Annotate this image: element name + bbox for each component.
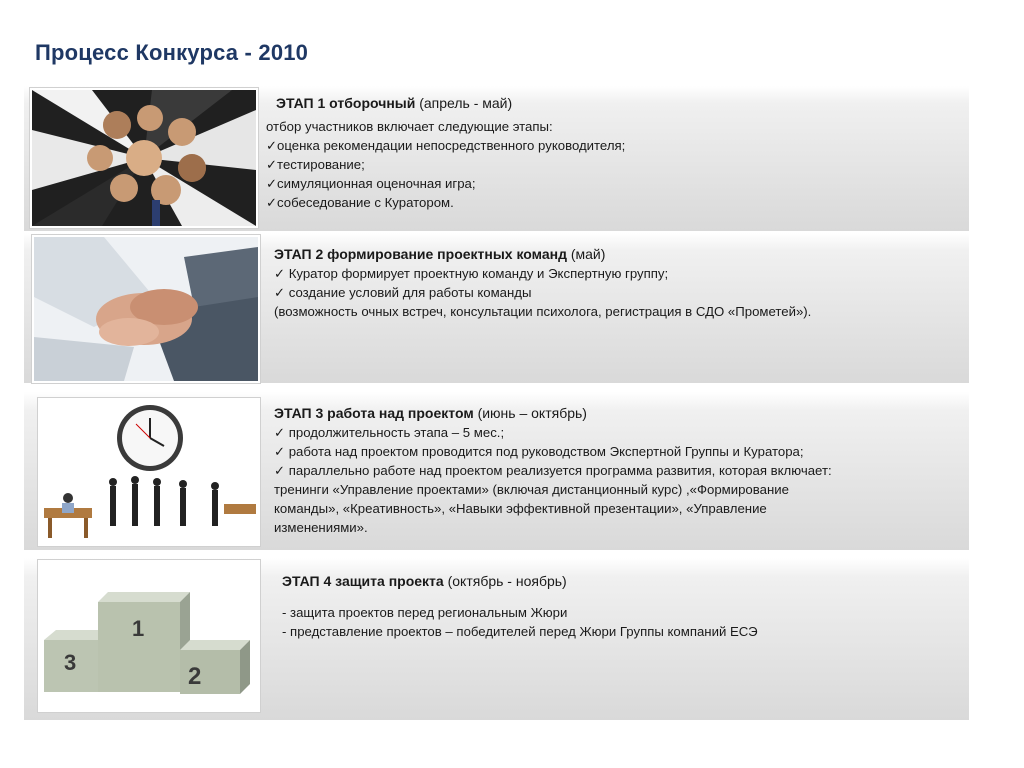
stage-4-period: (октябрь - ноябрь) bbox=[447, 573, 567, 589]
stage-4-panel bbox=[24, 558, 969, 720]
stage-4-heading bbox=[282, 572, 957, 591]
stage-1-line: ✓симуляционная оценочная игра; bbox=[266, 176, 476, 191]
handshake-photo bbox=[32, 235, 260, 383]
stage-3-panel bbox=[24, 392, 969, 550]
stage-4-title: ЭТАП 4 защита проекта bbox=[282, 573, 444, 589]
stage-2-period: (май) bbox=[570, 246, 606, 262]
stage-1-panel bbox=[24, 86, 969, 231]
handshake-illustration bbox=[34, 237, 258, 381]
stage-4-line: - защита проектов перед региональным Жюри bbox=[282, 605, 568, 620]
stage-2-title: ЭТАП 2 формирование проектных команд bbox=[274, 246, 567, 262]
stage-2-line: ✓ создание условий для работы команды bbox=[274, 285, 532, 300]
stage-3-period: (июнь – октябрь) bbox=[477, 405, 587, 421]
stage-1-line: ✓тестирование; bbox=[266, 157, 365, 172]
stage-1-line: отбор участников включает следующие этапы: bbox=[266, 119, 553, 134]
stage-2-heading bbox=[274, 245, 957, 264]
stage-1-line: ✓оценка рекомендации непосредственного руководителя; bbox=[266, 138, 626, 153]
wall-clock-icon bbox=[117, 405, 183, 471]
stage-3-line: ✓ работа над проектом проводится под руководством Экспертной Группы и Куратора; bbox=[274, 444, 804, 459]
stage-2-panel bbox=[24, 233, 969, 383]
team-huddle-illustration bbox=[32, 90, 256, 226]
stage-3-line: команды», «Креативность», «Навыки эффективной презентации», «Управление bbox=[274, 501, 767, 516]
stage-3-text bbox=[274, 404, 957, 537]
stage-3-title: ЭТАП 3 работа над проектом bbox=[274, 405, 474, 421]
stage-1-period: (апрель - май) bbox=[419, 95, 513, 111]
stage-3-line: изменениями». bbox=[274, 520, 368, 535]
stage-4-line: - представление проектов – победителей перед Жюри Группы компаний ЕСЭ bbox=[282, 624, 758, 639]
stage-1-text bbox=[266, 94, 957, 212]
stage-2-line: (возможность очных встреч, консультации психолога, регистрация в СДО «Прометей»). bbox=[274, 304, 812, 319]
clock-office-illustration bbox=[40, 400, 258, 544]
podium-label-3: 3 bbox=[64, 650, 77, 675]
stage-3-line: ✓ параллельно работе над проектом реализуется программа развития, которая включает: bbox=[274, 463, 832, 478]
stage-3-line: тренинги «Управление проектами» (включая дистанционный курс) ,«Формирование bbox=[274, 482, 789, 497]
page-title: Процесс Конкурса - 2010 bbox=[35, 40, 309, 65]
podium-label-2: 2 bbox=[188, 663, 202, 690]
stage-3-line: ✓ продолжительность этапа – 5 мес.; bbox=[274, 425, 505, 440]
stage-1-line: ✓собеседование с Куратором. bbox=[266, 195, 454, 210]
podium-photo bbox=[38, 560, 260, 712]
stage-3-heading bbox=[274, 404, 957, 423]
clock-office-photo bbox=[38, 398, 260, 546]
team-huddle-photo bbox=[30, 88, 258, 228]
stage-1-heading bbox=[266, 94, 957, 113]
podium-illustration bbox=[40, 562, 258, 710]
stage-4-text bbox=[282, 572, 957, 641]
stage-1-title: ЭТАП 1 отборочный bbox=[276, 95, 416, 111]
stage-2-text bbox=[274, 245, 957, 321]
podium-label-1: 1 bbox=[132, 616, 145, 641]
stage-2-line: ✓ Куратор формирует проектную команду и Экспертную группу; bbox=[274, 266, 669, 281]
